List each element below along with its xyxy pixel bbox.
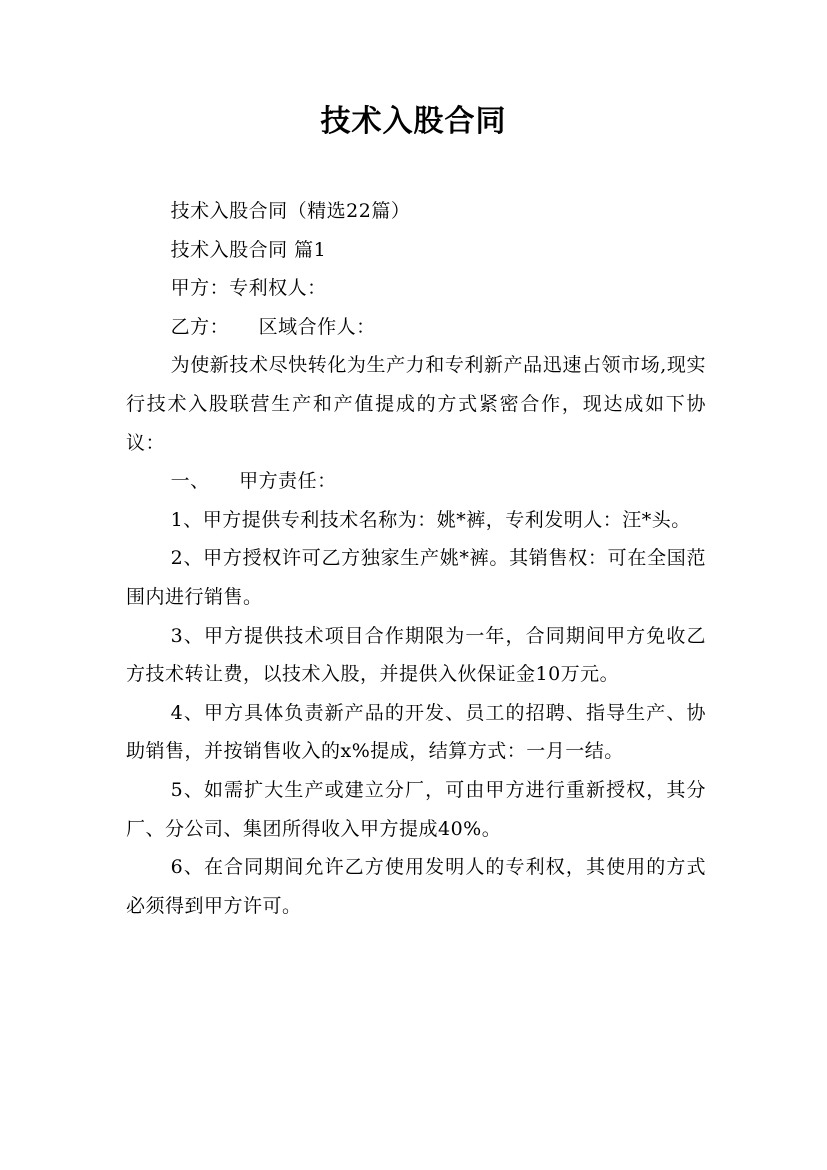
paragraph-item-3: 3、甲方提供技术项目合作期限为一年，合同期间甲方免收乙方技术转让费，以技术入股，并提供入伙保证金10万元。 bbox=[126, 624, 706, 686]
paragraph-clause-heading: 一、 甲方责任： bbox=[170, 470, 337, 493]
paragraph-item-2: 2、甲方授权许可乙方独家生产姚*裤。其销售权：可在全国范围内进行销售。 bbox=[126, 547, 706, 608]
paragraph-preamble: 为使新技术尽快转化为生产力和专利新产品迅速占领市场,现实行技术入股联营生产和产值提成的方式紧密合作，现达成如下协议： bbox=[126, 354, 706, 454]
paragraph-party-b: 乙方： 区域合作人： bbox=[170, 315, 376, 338]
document-body bbox=[126, 192, 706, 925]
paragraph-item-1: 1、甲方提供专利技术名称为：姚*裤，专利发明人：汪*头。 bbox=[170, 508, 691, 531]
paragraph-subtitle: 技术入股合同（精选22篇） bbox=[170, 200, 411, 222]
paragraph-item-6: 6、在合同期间允许乙方使用发明人的专利权，其使用的方式必须得到甲方许可。 bbox=[126, 856, 706, 917]
paragraph-section-heading: 技术入股合同 篇1 bbox=[170, 238, 327, 261]
paragraph-item-5: 5、如需扩大生产或建立分厂，可由甲方进行重新授权，其分厂、分公司、集团所得收入甲方提成40%。 bbox=[126, 778, 706, 840]
document-title: 技术入股合同 bbox=[320, 104, 507, 139]
paragraph-item-4: 4、甲方具体负责新产品的开发、员工的招聘、指导生产、协助销售，并按销售收入的x%提成，结算方式：一月一结。 bbox=[126, 701, 706, 763]
paragraph-party-a: 甲方：专利权人： bbox=[170, 277, 327, 300]
